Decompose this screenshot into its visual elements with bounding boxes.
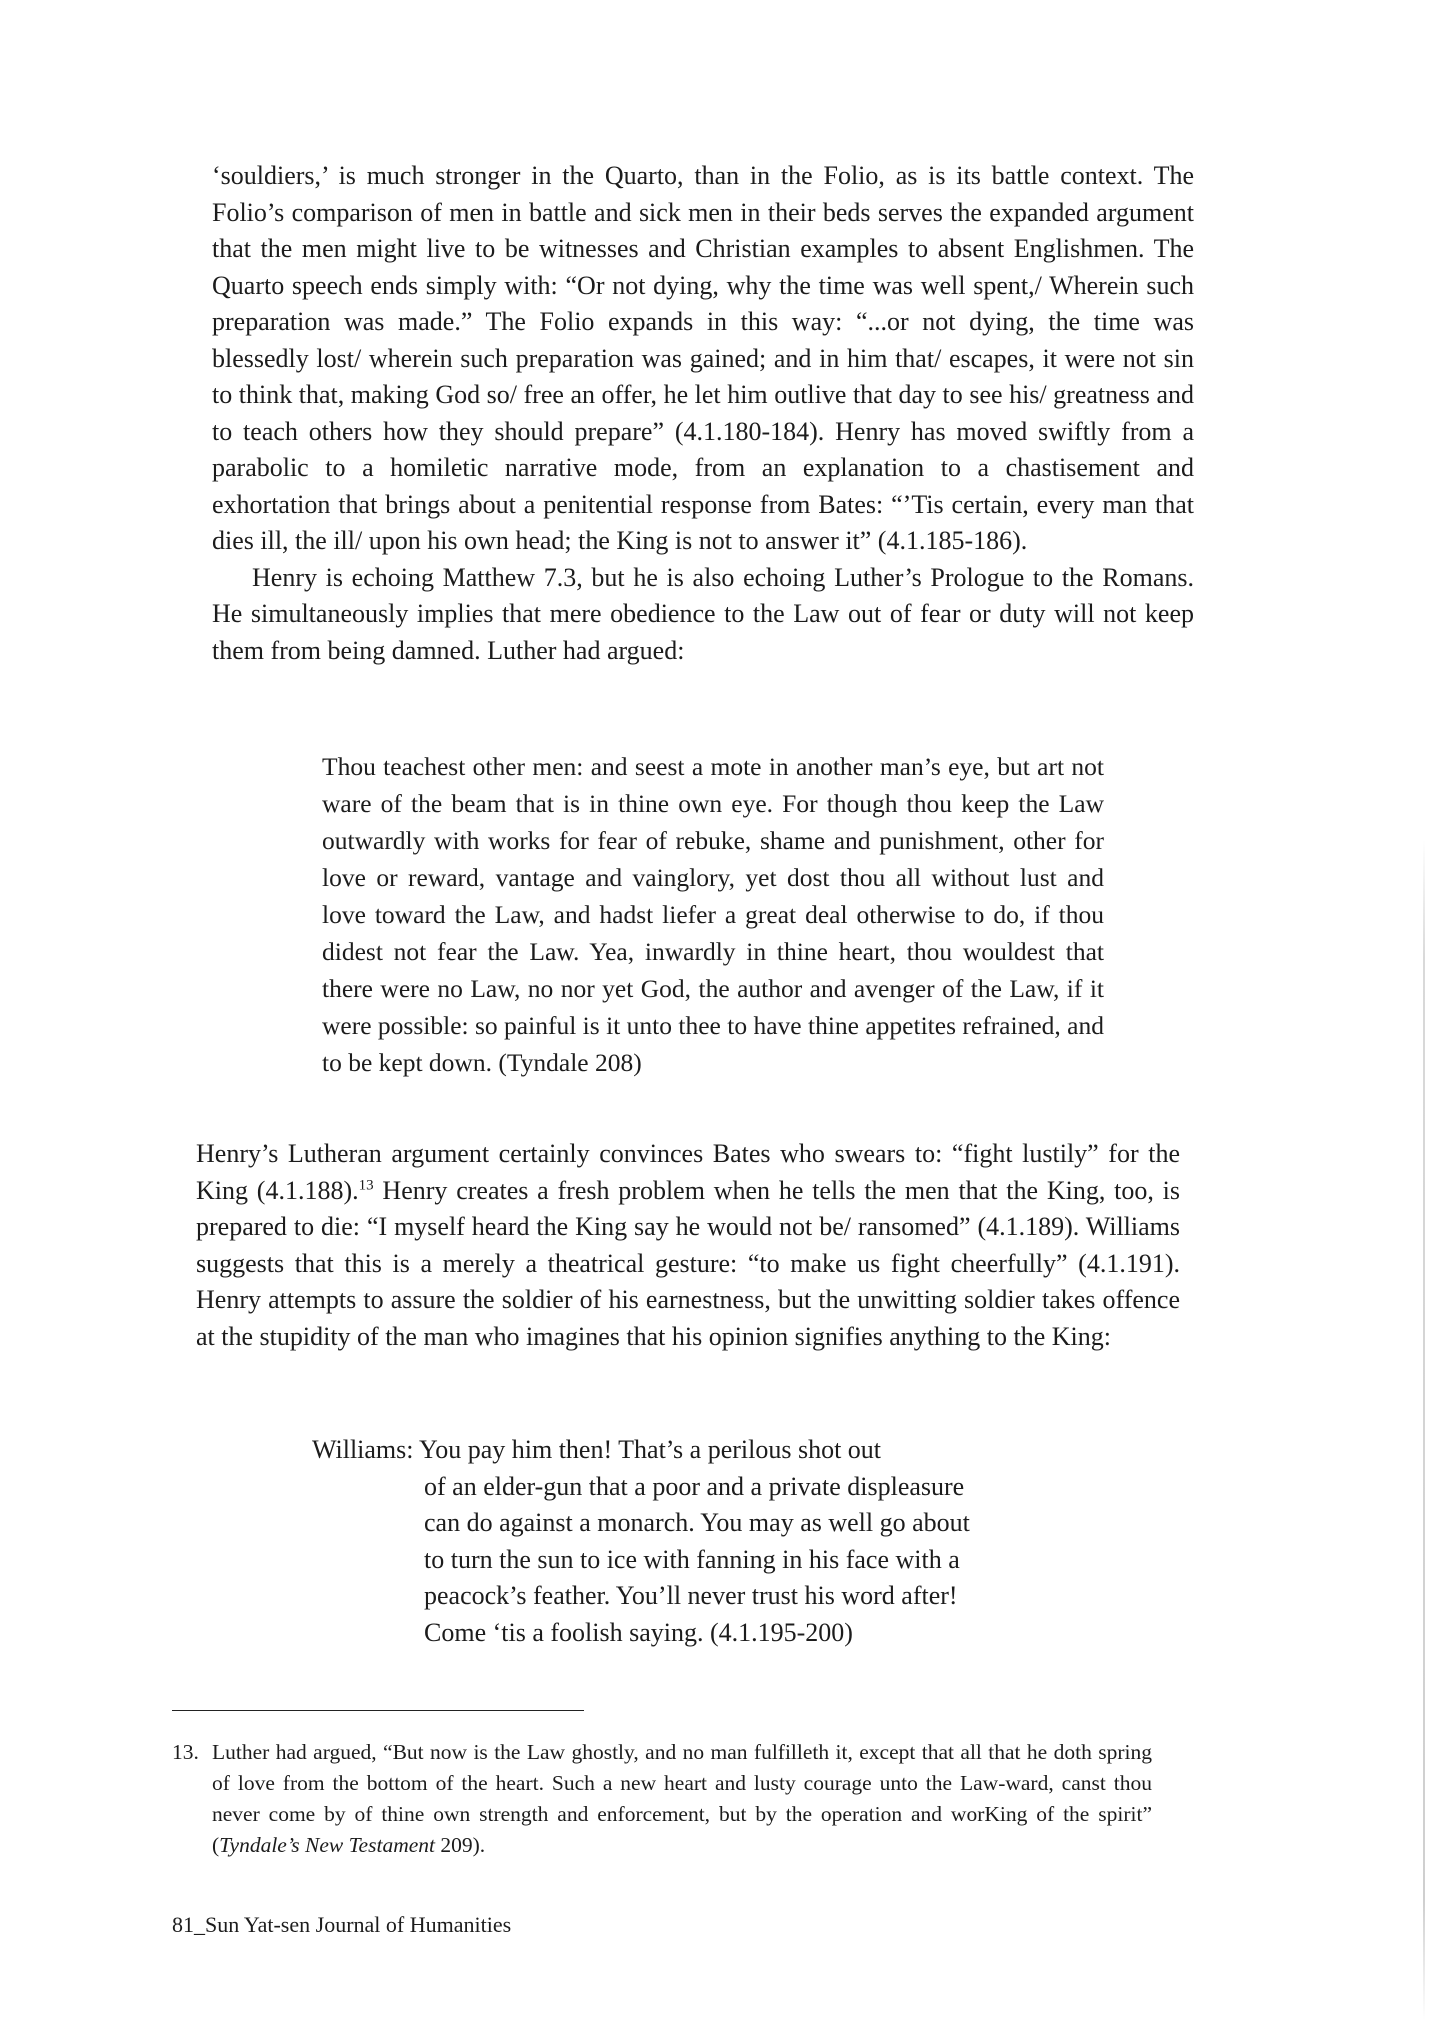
verse-line: can do against a monarch. You may as well go about (424, 1508, 970, 1537)
footnote-number: 13. (172, 1740, 199, 1764)
verse-line: peacock’s feather. You’ll never trust his word after! (424, 1581, 958, 1610)
page-footer: 81_Sun Yat-sen Journal of Humanities (172, 1912, 512, 1937)
paragraph-text-part: Henry creates a fresh problem when he tells the men that the King, too, is prepared to die: “I myself heard the King say he would not be/ ransomed” (4.1.189). Williams suggests that this is a merely a theatrical gesture: “to make us fight cheerfully” (4.1.191). Henry attempts to assure the soldier of his earnestness, but the unwitting soldier takes offence at the stupidity of the man who imagines that his opinion signifies anything to the King: (196, 1175, 1180, 1351)
footnote-13 (172, 1737, 1152, 1861)
footnote-divider (172, 1710, 584, 1711)
paragraph-text-part: Henry’s Lutheran argument certainly convinces Bates who swears to: “fight lustily” for the King (4.1.188). (196, 1139, 1180, 1205)
footnote-text-part: 209). (434, 1833, 486, 1857)
footnote-text-part: Luther had argued, “But now is the Law ghostly, and no man fulfilleth it, except that all that he doth spring of love from the bottom of the heart. Such a new heart and lusty courage unto the Law-ward, canst thou never come by of thine own strength and enforcement, but by the operation and worKing of the spirit” ( (212, 1740, 1152, 1857)
scan-edge-shadow (1423, 840, 1425, 2020)
verse-line: Come ‘tis a foolish saying. (4.1.195-200) (424, 1617, 853, 1647)
footnote-reference: 13 (358, 1176, 374, 1193)
quote-text: Thou teachest other men: and seest a mote in another man’s eye, but art not ware of the beam that is in thine own eye. For though thou keep the Law outwardly with works for fear of rebuke, shame and punishment, other for love or reward, vantage and vainglory, yet dost thou all without lust and love toward the Law, and hadst liefer a great deal otherwise to do, if thou didest not fear the Law. Yea, inwardly in thine heart, thou wouldest that there were no Law, no nor yet God, the author and avenger of the Law, if it were possible: so painful is it unto thee to have thine appetites refrained, and to be kept down. (Tyndale 208) (322, 752, 1104, 1077)
verse-line: to turn the sun to ice with fanning in his face with a (424, 1544, 960, 1574)
footnote-text (172, 1737, 1152, 1861)
verse-line: of an elder-gun that a poor and a private displeasure (424, 1471, 965, 1501)
body-paragraph-1 (212, 158, 1194, 669)
block-quote-williams (312, 1432, 1092, 1651)
speaker-label: Williams: (312, 1435, 414, 1464)
body-paragraph-2: Henry is echoing Matthew 7.3, but he is also echoing Luther’s Prologue to the Romans. He simultaneously implies that mere obedience to the Law out of fear or duty will not keep them from being damned. Luther had argued: (212, 562, 1194, 665)
footnote-cited-title: Tyndale’s New Testament (219, 1833, 435, 1857)
block-quote-luther (322, 748, 1104, 1081)
body-paragraph-3 (196, 1136, 1180, 1355)
paragraph-text: ‘souldiers,’ is much stronger in the Quarto, than in the Folio, as is its battle context. The Folio’s comparison of men in battle and sick men in their beds serves the expanded argument that the men might live to be witnesses and Christian examples to absent Englishmen. The Quarto speech ends simply with: “Or not dying, why the time was well spent,/ Wherein such preparation was made.” The Folio expands in this way: “...or not dying, the time was blessedly lost/ wherein such preparation was gained; and in him that/ escapes, it were not sin to think that, making God so/ free an offer, he let him outlive that day to see his/ greatness and to teach others how they should prepare” (4.1.180-184). Henry has moved swiftly from a parabolic to a homiletic narrative mode, from an explanation to a chastisement and exhortation that brings about a penitential response from Bates: “’Tis certain, every man that dies ill, the ill/ upon his own head; the King is not to answer it” (4.1.185-186). (212, 161, 1194, 555)
verse-line: You pay him then! That’s a perilous shot out (419, 1435, 882, 1464)
paragraph-text (196, 1136, 1180, 1355)
